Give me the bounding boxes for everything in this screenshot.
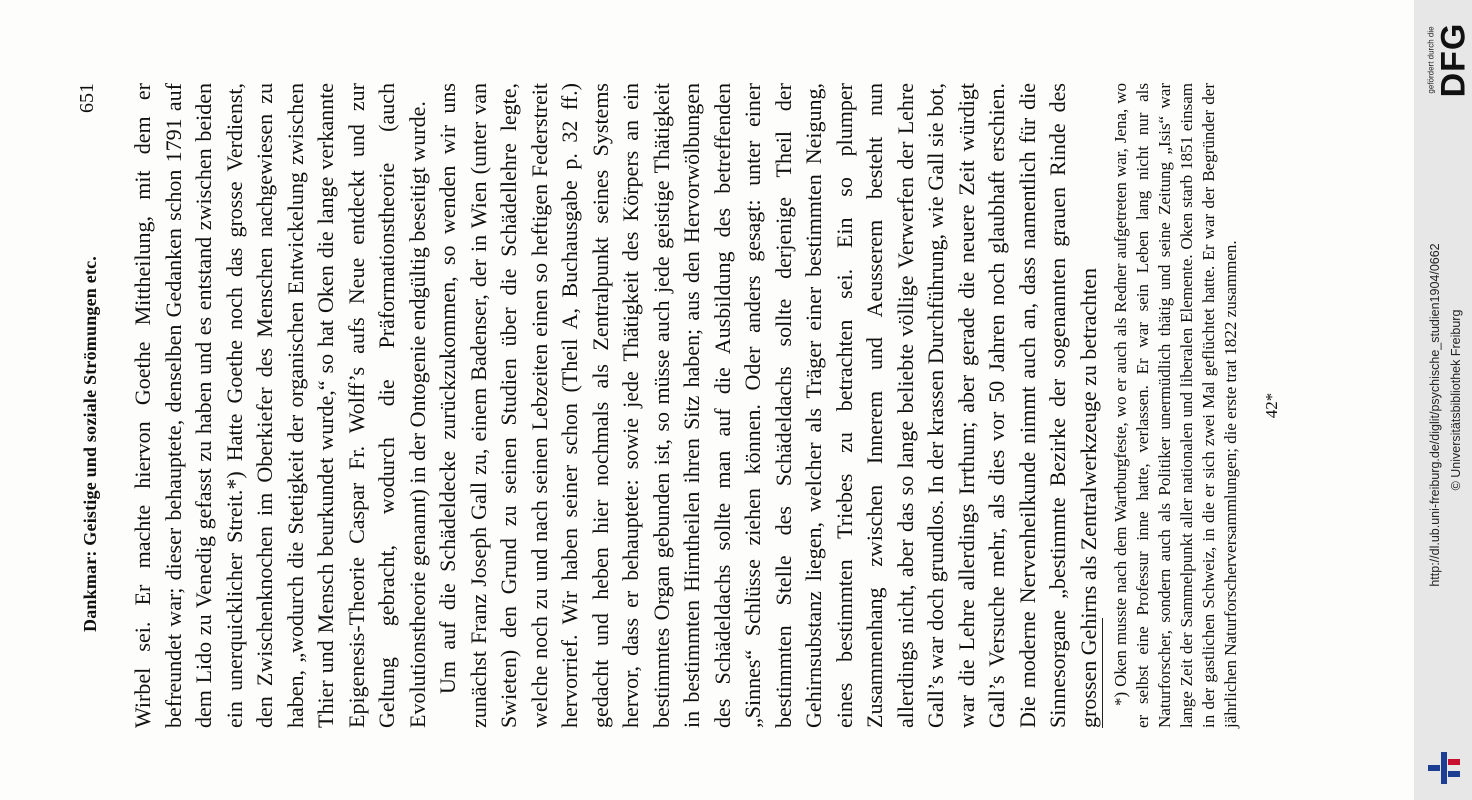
footnote-rule bbox=[1102, 618, 1103, 728]
dfg-funding-note: gefördert durch die bbox=[1426, 26, 1436, 94]
footnote-text: *) Oken musste nach dem Wartburgfeste, wo er auch als Redner aufgetreten war, Jena, wo er selbst eine Professur inne hatte, verlassen. Er war sein Leben lang nicht nur als Naturforscher, sondern auch als Politiker unermüdlich thätig und seine Zeitung „Isis“ war lange Zeit der Sammelpunkt aller nationalen und liberalen Elemente. Oken starb 1851 einsam in der gastlichen Schweiz, in die er sich zwei Mal geflüchtet hatte. Er war der Begründer der jährlichen Naturforscherversammlungen; die erste trat 1822 zusammen. bbox=[1111, 83, 1240, 728]
dfg-wordmark: DFG bbox=[1434, 22, 1472, 98]
copyright-notice: © Universitätsbibliothek Freiburg bbox=[1449, 309, 1463, 491]
paragraph: Um auf die Schädeldecke zurückzukommen, so wenden wir uns zunächst Franz Joseph Gall zu, einem Badenser, der in Wien (unter van Swieten) den Grund zu seinen Studien über die Schädellehre legte, welche noch zu und nach seinen Lebzeiten einen so heftigen Federstreit hervorrief. Wir haben seiner schon (Theil A, Buchausgabe p. 32 ff.) gedacht und heben hier nochmals als Zentralpunkt seines Systems hervor, dass er behauptete: sowie jede Thätigkeit des Körpers an ein bestimmtes Organ gebunden ist, so müsse auch jede geistige Thätigkeit in bestimmten Hirntheilen ihren Sitz haben; aus den Hervorwölbungen des Schädeldachs sollte man auf die Ausbildung des betreffenden „Sinnes“ Schlüsse ziehen können. Oder anders gesagt: unter einer bestimmten Stelle des Schädeldachs sollte derjenige Theil der Gehirnsubstanz liegen, welcher als Träger einer bestimmten Neigung, eines bestimmten Triebes zu betrachten sei. Ein so plumper Zusammenhang zwischen Innerem und Aeusserem besteht nun allerdings nicht, aber das so lange beliebte völlige Verwerfen der Lehre Gall’s war doch grundlos. In der krassen Durchführung, wie Gall sie bot, war die Lehre allerdings Irrthum; aber gerade die neuere Zeit würdigt Gall’s Versuche mehr, als dies vor 50 Jahren noch glaubhaft erschien. Die moderne Nervenheilkunde nimmt auch an, dass namentlich für die Sinnesorgane „bestimmte Bezirke der sogenannten grauen Rinde des grossen Gehirns als Zentralwerkzeuge zu betrachten bbox=[435, 83, 1101, 728]
footnote bbox=[1110, 83, 1242, 728]
running-head bbox=[76, 83, 112, 728]
page-number: 651 bbox=[76, 83, 98, 113]
paragraph: Wirbel sei. Er machte hiervon Goethe Mittheilung, mit dem er befreundet war; dieser behauptete, denselben Gedanken schon 1791 auf dem Lido zu Venedig gefasst zu haben und es entstand zwischen beiden ein unerquicklicher Streit.*) Hatte Goethe noch das grosse Verdienst, den Zwischenknochen im Oberkiefer des Menschen nachgewiesen zu haben, „wodurch die Stetigkeit der organischen Entwickelung zwischen Thier und Mensch beurkundet wurde,“ so hat Oken die lange verkannte Epigenesis-Theorie Caspar Fr. Wolff’s aufs Neue entdeckt und zur Geltung gebracht, wodurch die Präformationstheorie (auch Evolutionstheorie genannt) in der Ontogenie endgültig beseitigt wurde. bbox=[130, 83, 430, 728]
ub-freiburg-logo-icon bbox=[1424, 748, 1464, 788]
source-url-link[interactable]: http://dl.ub.uni-freiburg.de/diglit/psychische_studien1904/0662 bbox=[1428, 243, 1442, 587]
viewer-sidebar bbox=[1414, 0, 1472, 800]
dfg-logo bbox=[1416, 4, 1470, 116]
body-text bbox=[128, 83, 1104, 728]
running-title: Dankmar: Geistige und soziale Strömungen etc. bbox=[80, 256, 100, 632]
signature-mark: 42* bbox=[1262, 392, 1281, 419]
